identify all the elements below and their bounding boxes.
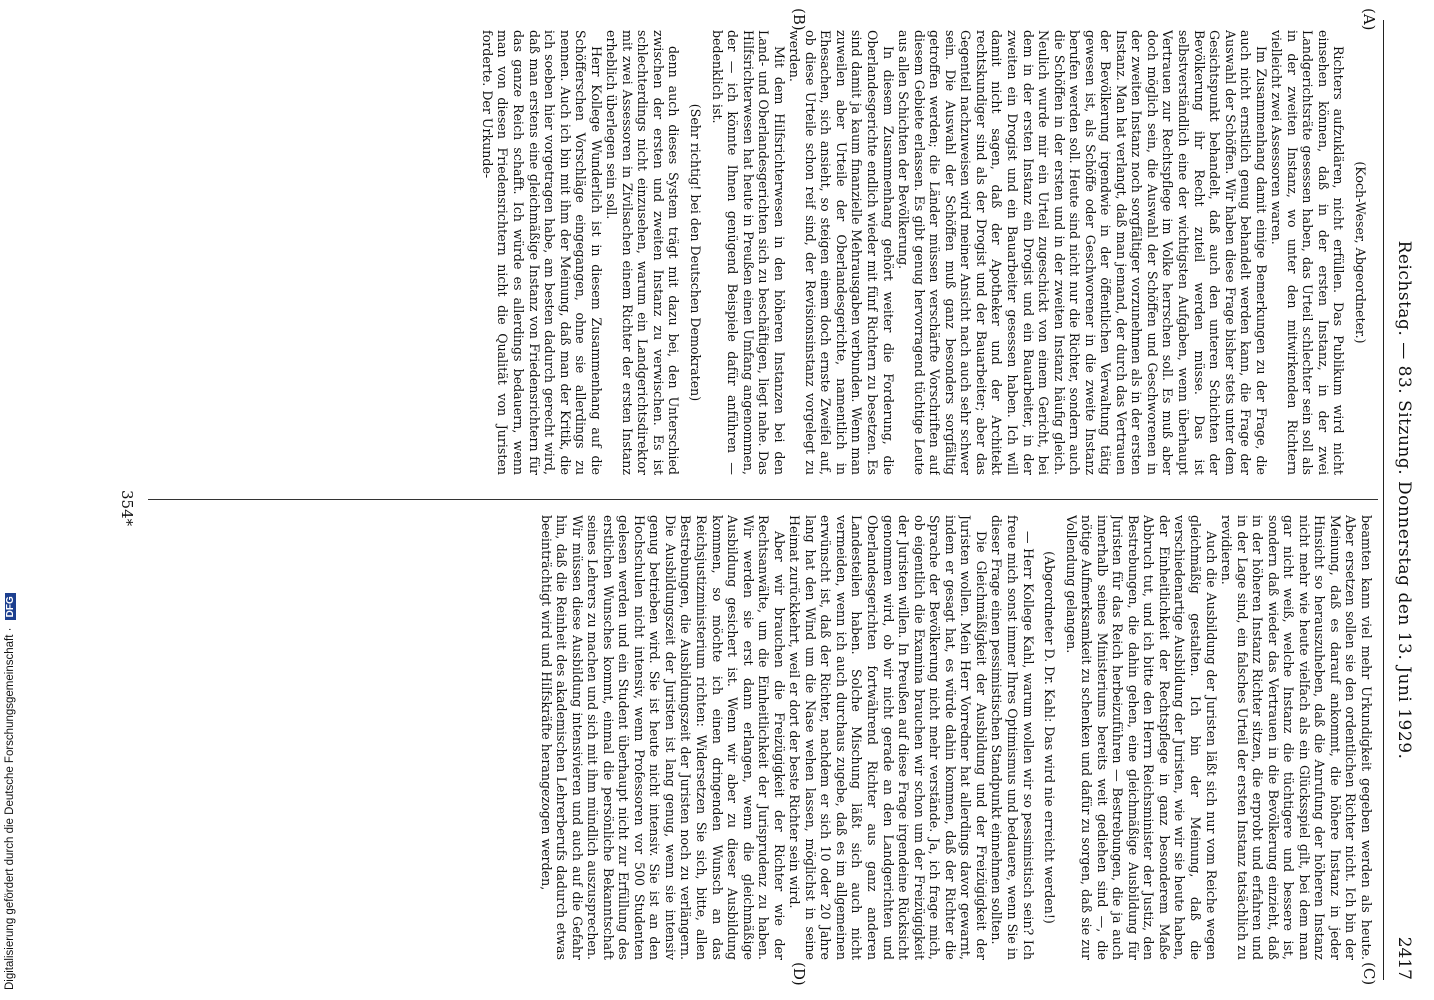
document-page [102, 0, 1434, 1000]
digitization-credit-sidebar [0, 0, 24, 1000]
scanned-page-area [102, 0, 1434, 1000]
header-rule [1383, 20, 1384, 980]
credit-text: Digitalisierung gefördert durch die Deutsche Forschungsgemeinschaft · [4, 627, 16, 990]
margin-marker-a: (A) [1360, 8, 1378, 31]
paragraph: Im Zusammenhang damit einige Bemerkungen zu der Frage, die auch nicht ernstlich genug behandelt werden kann, die Frage der Auswahl der Schöffen. Wir haben diese Frage bisher stets unter dem Gesichtspunkt behandelt, daß auch den unteren Schichten der Bevölkerung ihr Recht zuteil werden müsse. Das ist selbstverständlich eine der wichtigsten Aufgaben, wenn überhaupt Vertrauen zur Rechtspflege im Volke herrschen soll. Es muß aber doch möglich sein, die Auswahl der Schöffen und Geschworenen in der zweiten Instanz noch sorgfältiger vorzunehmen als in der ersten Instanz. Man hat verlangt, daß man jemand, der durch das Vertrauen der Bevölkerung irgendwie in der öffentlichen Verwaltung tätig gewesen ist, als Schöffe oder Geschworener in die zweite Instanz berufen werden soll. Heute sind nicht nur die Richter, sondern auch die Schöffen in der ersten und in der zweiten Instanz häufig gleich. Neulich wurde mir ein Urteil zugeschickt von einem Gericht, bei dem in der ersten Instanz ein Drogist und ein Bauarbeiter, in der zweiten ein Drogist und ein Bauarbeiter gesessen haben. Ich will damit nicht sagen, daß der Apotheker und der Architekt rechtskundiger sind als der Drogist und der Bauarbeiter; aber das Gegenteil nachzuweisen wird meiner Ansicht nach auch sehr schwer sein. Die Auswahl der Schöffen muß ganz besonders sorgfältig getroffen werden; die Länder müssen verschärfte Vorschriften auf diesem Gebiete erlassen. Es gibt genug hervorragend tüchtige Leute aus allen Schichten der Bevölkerung. [896, 30, 1269, 475]
paragraph: denn auch dieses System trägt mit dazu bei, den Unterschied zwischen der ersten und zweiten Instanz zu verwischen. Es ist schlechterdings nicht einzusehen, warum ein Landgerichtsdirektor mit zwei Assessoren in Zivilsachen einem Richter der ersten Instanz erheblich überlegen sein soll. [604, 30, 682, 475]
paragraph: (Abgeordneter D. Dr. Kahl: Das wird nie erreicht werden!) [1042, 551, 1058, 924]
paragraph: Die Gleichmäßigkeit der Ausbildung und der Freizügigkeit der Juristen wollen. Mein Herr Vorredner hat allerdings davor gewarnt, indem er gesagt hat, es würde dahin kommen, daß der Richter die Sprache der Bevölkerung nicht mehr verstände. Ja, ich frage mich, ob eigentlich die Examina brauchen wir schon um der Freizügigkeit der Juristen willen. In Preußen auf diese Frage irgendeine Rücksicht genommen wird, ob wir nicht gerade an den Landgerichten und Oberlandesgerichten fortwährend Richter aus ganz anderen Landesteilen haben. Solche Mischung läßt sich auch nicht vermeiden, wenn ich auch durchaus zugebe, daß es im allgemeinen erwünscht ist, daß der Richter, nachdem er sich 10 oder 20 Jahre lang hat den Wind um die Nase wehen lassen, möglichst in seine Heimat zurückkehrt, weil er dort der beste Richter sein wird. [787, 515, 989, 960]
paragraph: Aber wir brauchen die Freizügigkeit der Richter wie der Rechtsanwälte, um die Einheitlichkeit der Jurisprudenz zu haben. Wir werden sie erst dann erlangen, wenn die gleichmäßige Ausbildung gesichert ist. Wenn wir aber zu dieser Ausbildung kommen, so möchte ich einen dringenden Wunsch an das Reichsjustizministerium richten: Widersetzen Sie sich, bitte, allen Bestrebungen, die Ausbildungszeit der Juristen noch zu verlängern. Die Ausbildungszeit der Juristen ist lang genug, wenn sie intensiv genug betrieben wird. Sie ist heute nicht intensiv. Sie ist an den Hochschulen nicht intensiv, wenn Professoren vor 500 Studenten gelesen werden und ein Student überhaupt nicht zur Erfüllung des erstlichen Wunsches kommt, einmal die persönliche Bekanntschaft seines Lehrers zu machen und sich mit ihm mündlich auszusprechen. Wir müssen diese Ausbildung intensivieren und auch auf die Gefahr hin, daß die Reinheit des akademischen Lehrerberufs dadurch etwas beeinträchtigt wird und Hilfskräfte herangezogen werden, [538, 515, 787, 960]
paragraph: — Herr Kollege Kahl, warum wollen wir so pessimistisch sein? Ich freue mich sonst immer Ihres Optimismus und bedauere, wenn Sie in dieser Frage einen pessimistischen Standpunkt einnehmen sollten. [989, 515, 1036, 960]
paragraph: Richters aufzuklären, nicht erfüllen. Das Publikum wird nicht einsehen können, daß in der ersten Instanz, in der zwei Landgerichtsräte gesessen haben, das Urteil schlechter sein soll als in der zweiten Instanz, wo unter den mitwirkenden Richtern vielleicht zwei Assessoren waren. [1269, 30, 1347, 475]
paragraph: Herr Kollege Wunderlich ist in diesem Zusammenhang auf die Schöfferschen Vorschläge eingegangen, ohne sie allerdings zu nennen. Auch ich bin mit ihm der Meinung, daß man der Kritik, die ich soeben hier vorgetragen habe, am besten dadurch gerecht wird, daß man erstens eine gleichmäßige Instanz von Friedensrichtern für das ganze Reich schafft. Ich würde es allerdings bedauern, wenn man von diesen Friedensrichtern nicht die Qualität von Juristen forderte. Der Urkunde- [479, 30, 604, 475]
paragraph: Auch die Ausbildung der Juristen läßt sich nur vom Reiche wegen gleichmäßig gestalten. Ich bin der Meinung, daß die verschiedenartige Ausbildung der Juristen, wie wir sie heute haben, der Einheitlichkeit der Rechtspflege in ganz besonderem Maße Abbruch tut, und ich bitte den Herrn Reichsminister der Justiz, den Bestrebungen, die dahin gehen, eine gleichmäßige Ausbildung für Juristen für das Reich herbeizuführen — Bestrebungen, die ja auch innerhalb seines Ministeriums bereits weit gediehen sind —, die nötige Aufmerksamkeit zu schenken und dafür zu sorgen, daß sie zur Vollendung gelangen. [1063, 515, 1219, 960]
column-separator [148, 499, 1378, 500]
signature-mark: 354* [118, 490, 136, 527]
right-text-column [159, 515, 1374, 960]
margin-marker-b: (B) [790, 8, 808, 31]
page-header [1388, 20, 1414, 980]
margin-marker-c: (C) [1360, 962, 1378, 986]
paragraph: beamten kann viel mehr Urkundigkeit gegeben werden als heute. Aber ersetzen sollen sie den ordentlichen Richter nicht. Ich bin der Meinung, daß es darauf ankommt, die höhere Instanz in jeder Hinsicht so herauszuheben, daß die Anrufung der höheren Instanz nicht mehr wie heute vielfach als ein Glücksspiel gilt, bei dem man gar nicht weiß, welche Instanz die tüchtigere und bessere ist, sondern daß wieder das Vertrauen in die Bevölkerung einzieht, daß in der höheren Instanz Richter sitzen, die erprobt und erfahren und in der Lage sind, ein falsches Urteil der ersten Instanz tatsächlich zu revidieren. [1219, 515, 1374, 960]
margin-marker-d: (D) [790, 962, 808, 986]
paragraph: Mit dem Hilfsrichterwesen in den höheren Instanzen bei den Land- und Oberlandesgerichten sich zu beschäftigen, liegt nahe. Das Hilfsrichterwesen hat heute in Preußen einen Umfang angenommen, der — ich könnte Ihnen genügend Beispiele dafür anführen — bedenklich ist. [709, 30, 787, 475]
page-number: 2417 [1394, 936, 1414, 980]
left-text-column [159, 30, 1374, 475]
dfg-logo: DFG [5, 593, 16, 620]
digitization-credit [4, 0, 16, 990]
header-title: Reichstag. — 83. Sitzung. Donnerstag den 13. Juni 1929. [1394, 240, 1414, 760]
paragraph: (Koch-Weser, Abgeordneter.) [1353, 161, 1368, 344]
paragraph: In diesem Zusammenhang gehört weiter die Forderung, die Oberlandesgerichte endlich wieder mit fünf Richtern zu besetzen. Es sind damit ja kaum finanzielle Mehrausgaben verbunden. Wenn man zuweilen aber Urteile der Oberlandesgerichte, namentlich in Ehesachen, sich ansieht, so steigen einem doch ernste Zweifel auf, ob diese Urteile schon reif sind, der Revisionsinstanz vorgelegt zu werden. [787, 30, 896, 475]
paragraph: (Sehr richtig! bei den Deutschen Demokraten) [688, 103, 704, 402]
